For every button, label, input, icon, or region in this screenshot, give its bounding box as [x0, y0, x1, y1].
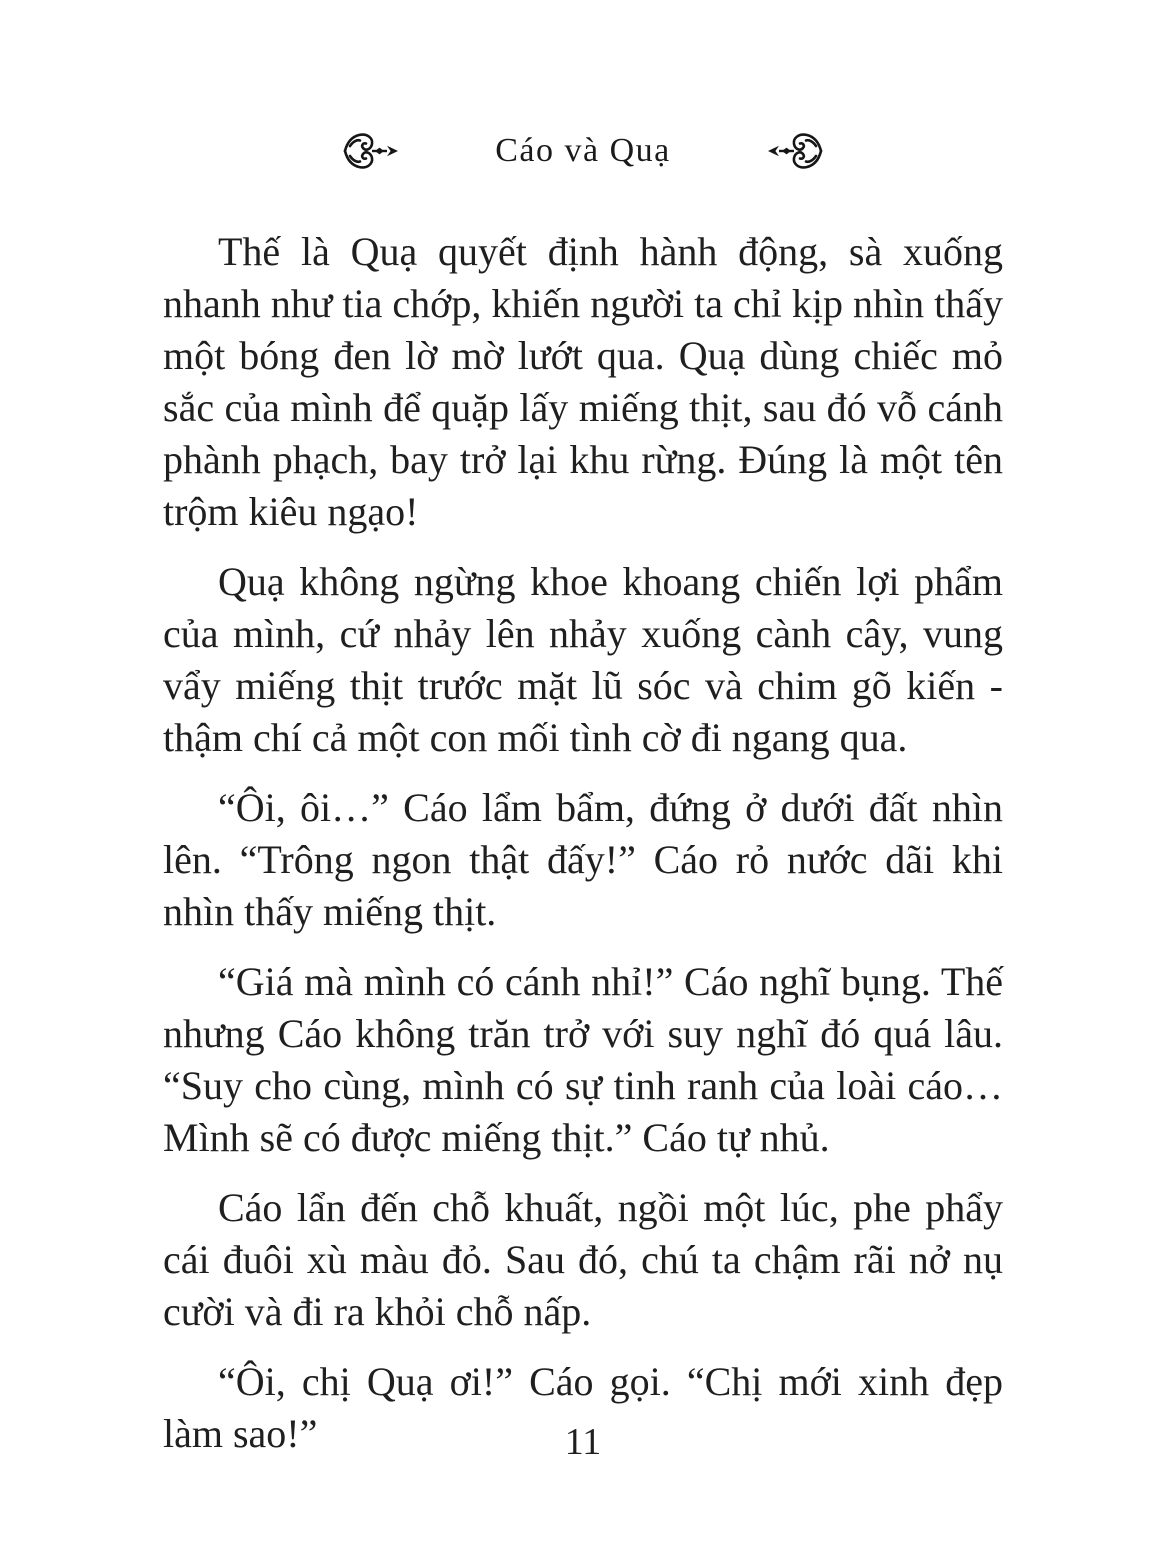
story-paragraph: Thế là Quạ quyết định hành động, sà xuống nhanh như tia chớp, khiến người ta chỉ kịp nhìn thấy một bóng đen lờ mờ lướt qua. Quạ dùng chiếc mỏ sắc của mình để quặp lấy miếng thịt, sau đó vỗ cánh phành phạch, bay trở lại khu rừng. Đúng là một tên trộm kiêu ngạo!: [163, 229, 1003, 534]
story-paragraph: “Ôi, ôi…” Cáo lẩm bẩm, đứng ở dưới đất nhìn lên. “Trông ngon thật đấy!” Cáo rỏ nước dãi khi nhìn thấy miếng thịt.: [163, 785, 1003, 934]
story-paragraph: “Giá mà mình có cánh nhỉ!” Cáo nghĩ bụng. Thế nhưng Cáo không trăn trở với suy nghĩ đó quá lâu. “Suy cho cùng, mình có sự tinh ranh của loài cáo… Mình sẽ có được miếng thịt.” Cáo tự nhủ.: [163, 959, 1003, 1160]
story-paragraph: Cáo lẩn đến chỗ khuất, ngồi một lúc, phe phẩy cái đuôi xù màu đỏ. Sau đó, chú ta chậm rãi nở nụ cười và đi ra khỏi chỗ nấp.: [163, 1185, 1003, 1334]
page-header: [340, 128, 826, 174]
floral-heart-right-ornament-icon: [768, 128, 826, 174]
running-title: Cáo và Quạ: [495, 132, 671, 169]
floral-heart-left-ornament-icon: [340, 128, 398, 174]
story-text: [163, 226, 1003, 1478]
page-number: 11: [564, 1421, 602, 1463]
story-paragraph: “Ôi, chị Quạ ơi!” Cáo gọi. “Chị mới xinh đẹp làm sao!”: [163, 1359, 1003, 1456]
story-paragraph: Quạ không ngừng khoe khoang chiến lợi phẩm của mình, cứ nhảy lên nhảy xuống cành cây, vung vẩy miếng thịt trước mặt lũ sóc và chim gõ kiến - thậm chí cả một con mối tình cờ đi ngang qua.: [163, 559, 1003, 760]
